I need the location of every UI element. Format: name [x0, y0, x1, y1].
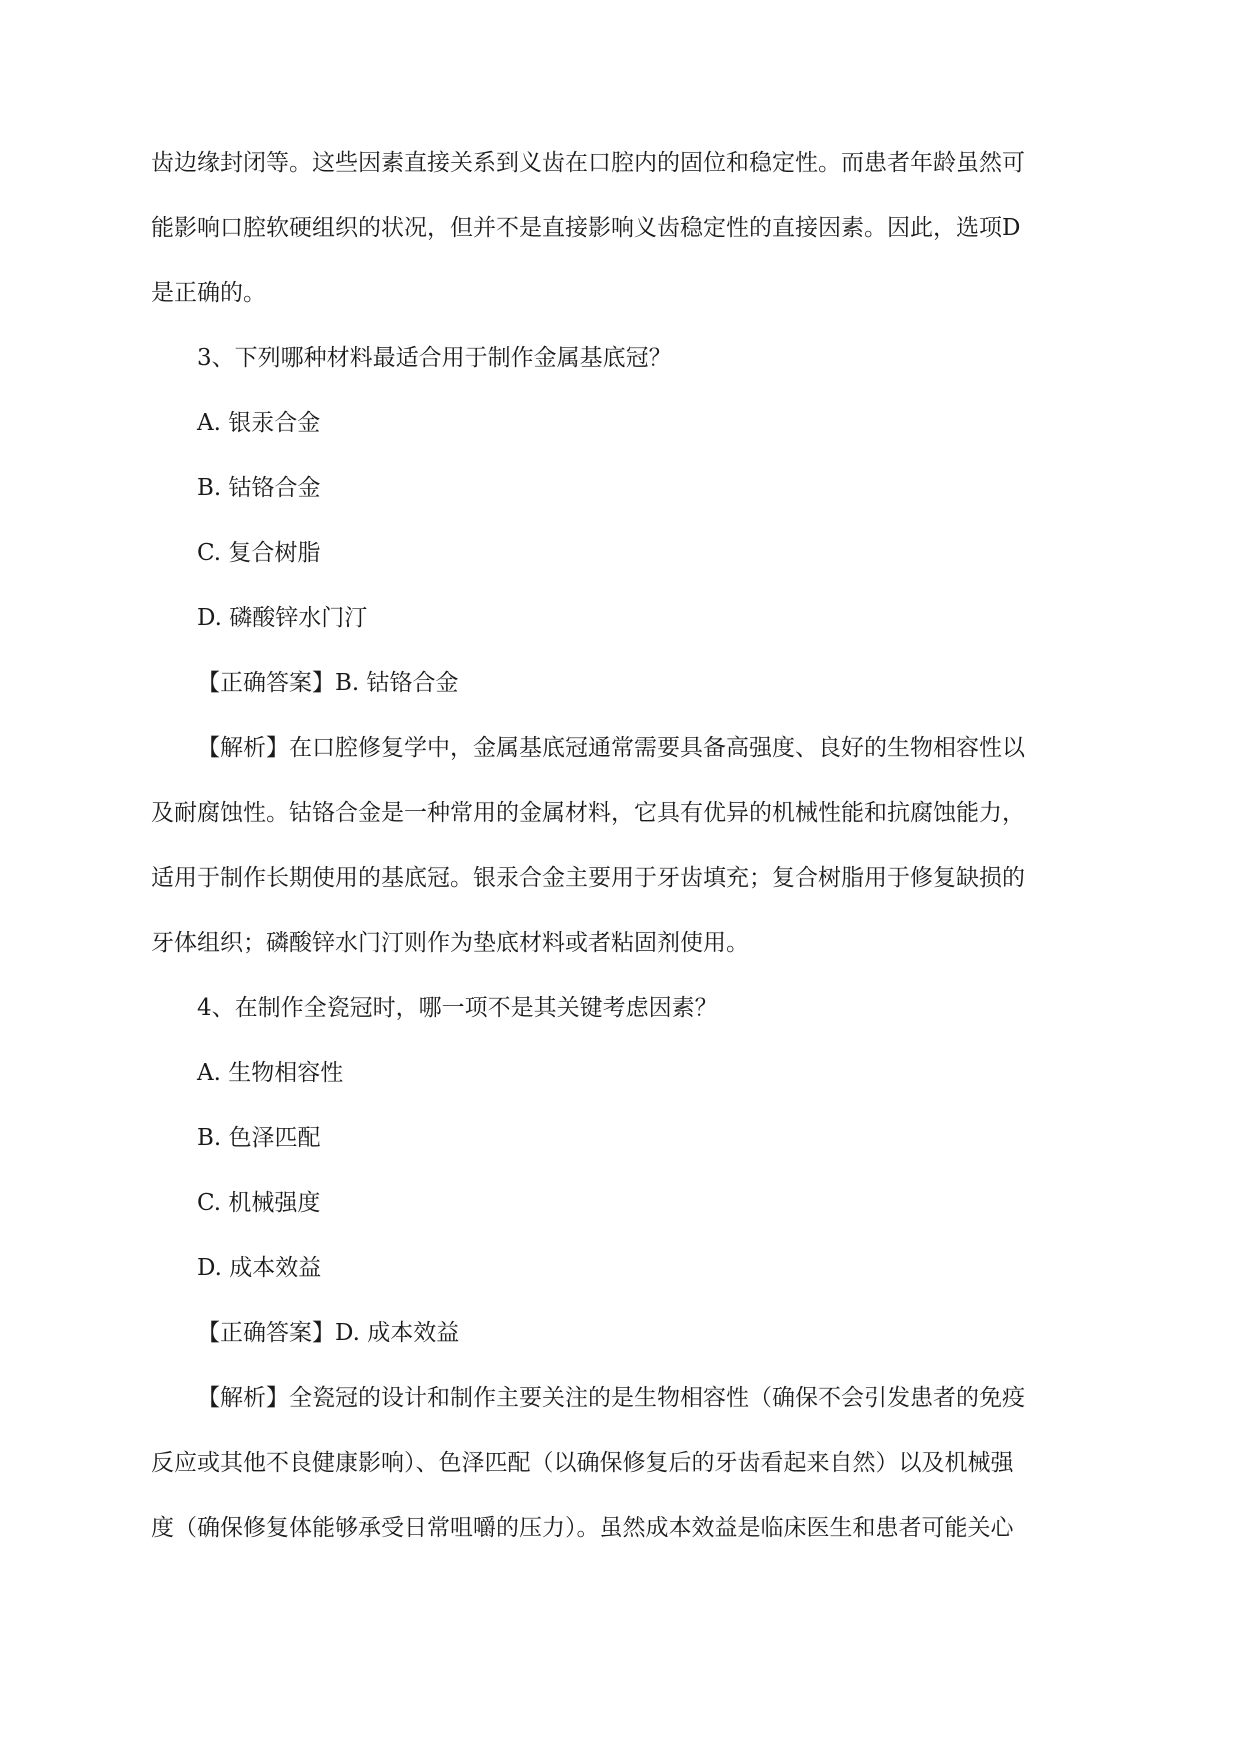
- explanation-line: 【解析】全瓷冠的设计和制作主要关注的是生物相容性（确保不会引发患者的免疫: [197, 1385, 1025, 1411]
- option-text: A. 生物相容性: [197, 1060, 344, 1086]
- text-line: 是正确的。: [151, 280, 266, 306]
- question-3-option-a: [151, 403, 1091, 468]
- explanation-line: 反应或其他不良健康影响）、色泽匹配（以确保修复后的牙齿看起来自然）以及机械强: [151, 1450, 1014, 1476]
- option-text: A. 银汞合金: [197, 410, 321, 436]
- text-line: 能影响口腔软硬组织的状况，但并不是直接影响义齿稳定性的直接因素。因此，选项D: [151, 215, 1021, 241]
- question-4-answer: [151, 1313, 1091, 1378]
- question-4-option-c: [151, 1183, 1091, 1248]
- question-3-stem: [151, 338, 1091, 403]
- question-3-answer: [151, 663, 1091, 728]
- question-text: 4、在制作全瓷冠时，哪一项不是其关键考虑因素？: [197, 995, 718, 1021]
- question-text: 3、下列哪种材料最适合用于制作金属基底冠？: [197, 345, 672, 371]
- question-3-option-b: [151, 468, 1091, 533]
- question-3-explanation: [151, 728, 1091, 988]
- option-text: C. 复合树脂: [197, 540, 321, 566]
- question-3-option-c: [151, 533, 1091, 598]
- answer-text: 【正确答案】B. 钴铬合金: [197, 670, 459, 696]
- explanation-line: 及耐腐蚀性。钴铬合金是一种常用的金属材料，它具有优异的机械性能和抗腐蚀能力，: [151, 800, 1025, 826]
- option-text: C. 机械强度: [197, 1190, 321, 1216]
- previous-explanation-paragraph: [151, 143, 1091, 338]
- question-3-option-d: [151, 598, 1091, 663]
- question-4-option-a: [151, 1053, 1091, 1118]
- document-body: [151, 143, 1091, 1573]
- explanation-line: 适用于制作长期使用的基底冠。银汞合金主要用于牙齿填充；复合树脂用于修复缺损的: [151, 865, 1025, 891]
- option-text: D. 磷酸锌水门汀: [197, 605, 368, 631]
- explanation-line: 【解析】在口腔修复学中，金属基底冠通常需要具备高强度、良好的生物相容性以: [197, 735, 1025, 761]
- option-text: B. 色泽匹配: [197, 1125, 321, 1151]
- question-4-stem: [151, 988, 1091, 1053]
- question-4-option-b: [151, 1118, 1091, 1183]
- explanation-line: 度（确保修复体能够承受日常咀嚼的压力）。虽然成本效益是临床医生和患者可能关心: [151, 1515, 1014, 1541]
- option-text: B. 钴铬合金: [197, 475, 321, 501]
- question-4-option-d: [151, 1248, 1091, 1313]
- option-text: D. 成本效益: [197, 1255, 322, 1281]
- explanation-line: 牙体组织；磷酸锌水门汀则作为垫底材料或者粘固剂使用。: [151, 930, 749, 956]
- answer-text: 【正确答案】D. 成本效益: [197, 1320, 460, 1346]
- text-line: 齿边缘封闭等。这些因素直接关系到义齿在口腔内的固位和稳定性。而患者年龄虽然可: [151, 150, 1025, 176]
- question-4-explanation: [151, 1378, 1091, 1573]
